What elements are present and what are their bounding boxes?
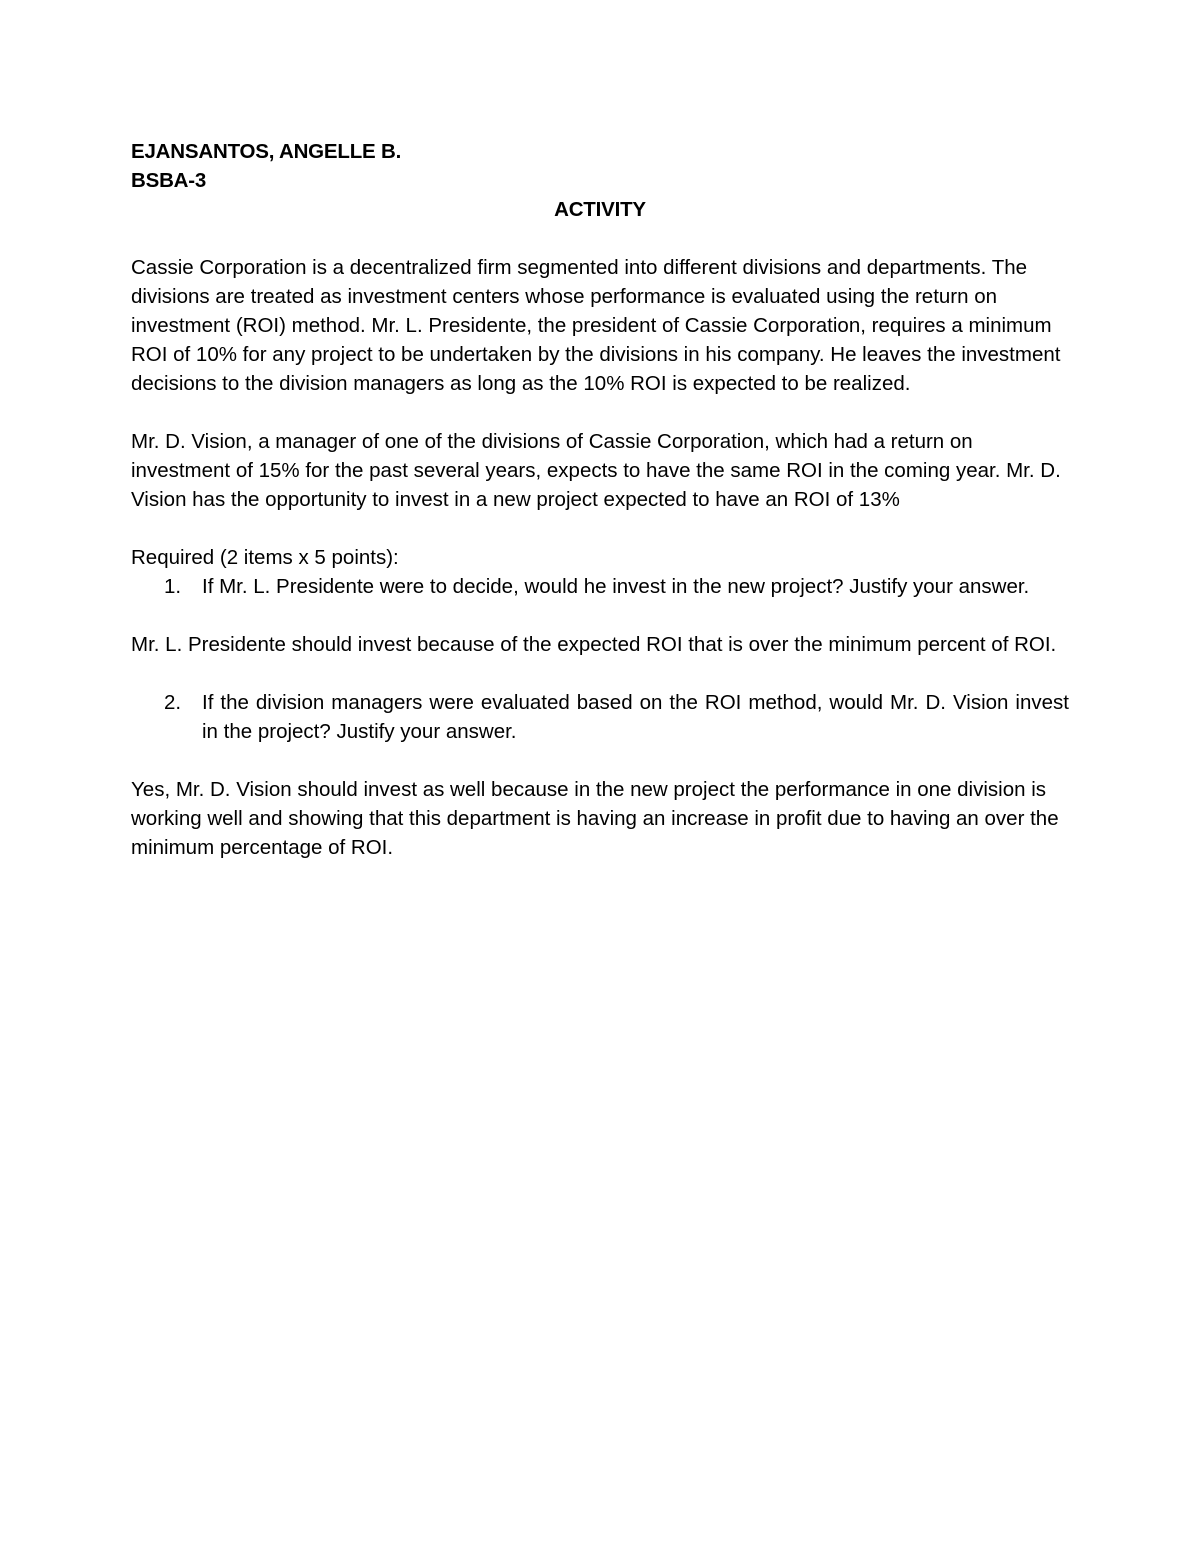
question-item-2 <box>131 688 1069 746</box>
required-label: Required (2 items x 5 points): <box>131 546 399 569</box>
question-number: 2. <box>164 691 182 714</box>
answer-1: Mr. L. Presidente should invest because of the expected ROI that is over the minimum percent of ROI. <box>131 633 1057 656</box>
scenario-paragraph: Mr. D. Vision, a manager of one of the divisions of Cassie Corporation, which had a return on investment of 15% for the past several years, expects to have the same ROI in the coming year. Mr. D. Vision has the opportunity to invest in a new project expected to have an ROI of 13% <box>131 430 1061 511</box>
student-name: EJANSANTOS, ANGELLE B. <box>131 140 402 163</box>
intro-paragraph: Cassie Corporation is a decentralized firm segmented into different divisions and departments. The divisions are treated as investment centers whose performance is evaluated using the return on investment (ROI) method. Mr. L. Presidente, the president of Cassie Corporation, requires a minimum ROI of 10% for any project to be undertaken by the divisions in his company. He leaves the investment decisions to the division managers as long as the 10% ROI is expected to be realized. <box>131 256 1061 395</box>
document-content <box>131 137 1069 862</box>
question-text: If the division managers were evaluated based on the ROI method, would Mr. D. Vision invest in the project? Justify your answer. <box>202 691 1069 743</box>
student-section: BSBA-3 <box>131 169 207 192</box>
question-text: If Mr. L. Presidente were to decide, would he invest in the new project? Justify your answer. <box>202 575 1030 598</box>
question-number: 1. <box>164 575 182 598</box>
question-item-1 <box>131 572 1069 601</box>
document-title: ACTIVITY <box>554 198 646 221</box>
answer-2: Yes, Mr. D. Vision should invest as well because in the new project the performance in one division is working well and showing that this department is having an increase in profit due to having an over the minimum percentage of ROI. <box>131 778 1059 859</box>
